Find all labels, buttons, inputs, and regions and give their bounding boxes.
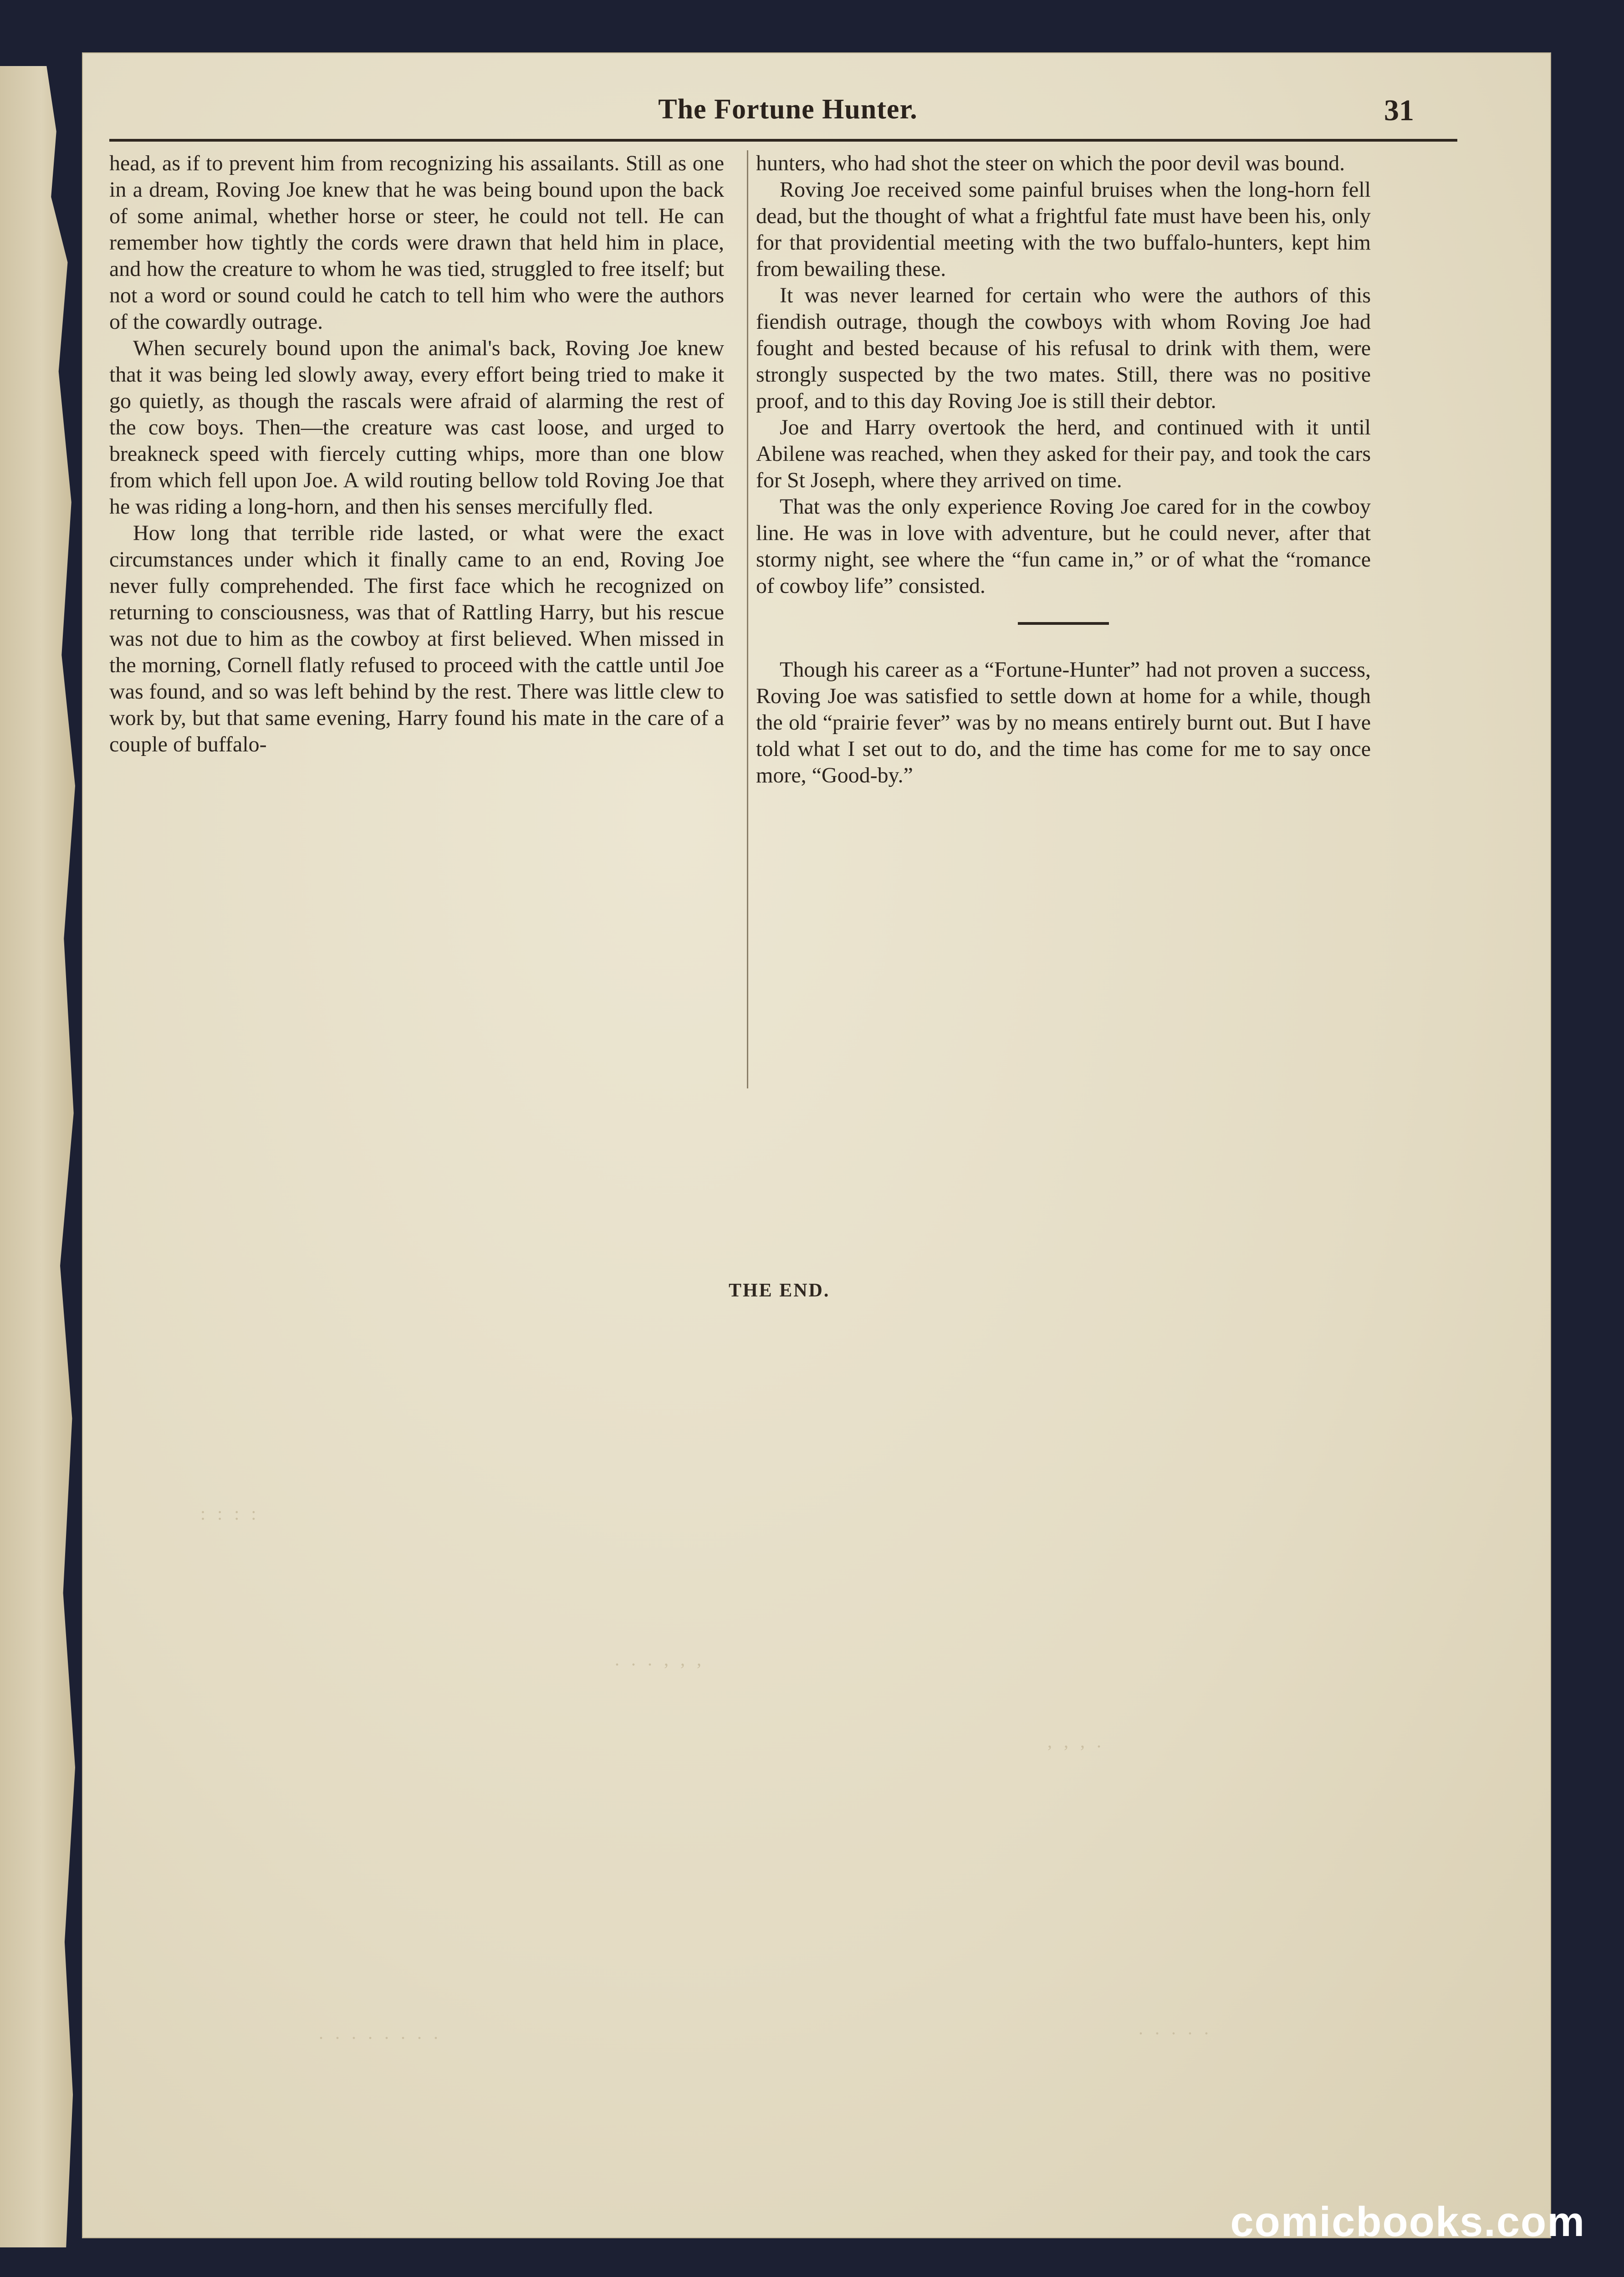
closing-paragraph: Though his career as a “Fortune-Hunter” had not proven a success, Roving Joe was satisfied to settle down at home for a while, though the old “prairie fever” was by no means entirely burnt out. But I have told what I set out to do, and the time has come for me to say once more, “Good-by.” — [756, 658, 1371, 787]
paragraph: That was the only experience Roving Joe cared for in the cowboy line. He was in love with adventure, but he could never, after that stormy night, see where the “fun came in,” or of what the “romance of cowboy life” consisted. — [756, 495, 1371, 598]
show-through-mark: . . . . . . . . — [319, 2022, 442, 2043]
paragraph: How long that terrible ride lasted, or what were the exact circumstances under which it finally came to an end, Roving Joe never fully comprehended. The first face which he recognized on returning to consciousness, was that of Rattling Harry, but his rescue was not due to him as the cowboy at first believed. When missed in the morning, Cornell flatly refused to proceed with the cattle until Joe was found, and so was left behind by the rest. There was little clew to work by, but that same evening, Harry found his mate in the care of a couple of buffalo- — [109, 521, 724, 756]
show-through-mark: : : : : — [200, 1503, 260, 1524]
paragraph: hunters, who had shot the steer on which the poor devil was bound. — [756, 151, 1345, 175]
paragraph: Roving Joe received some painful bruises when the long-horn fell dead, but the thought of what a frightful fate must have been his, only for that providential meeting with the two buffalo-hunters, kept him from bewailing these. — [756, 178, 1371, 281]
paragraph: Joe and Harry overtook the herd, and continued with it until Abilene was reached, when they asked for their pay, and took the cars for St Joseph, where they arrived on time. — [756, 415, 1371, 492]
running-title: The Fortune Hunter. — [658, 94, 918, 125]
torn-left-page-edge — [0, 66, 75, 2247]
header-rule — [109, 139, 1457, 142]
paragraph: When securely bound upon the animal's back, Roving Joe knew that it was being led slowly away, every effort being tried to make it go quietly, as though the rascals were afraid of alarming the rest of the cow boys. Then—the creature was cast loose, and urged to breakneck speed with fiercely cutting whips, more than one blow from which fell upon Joe. A wild routing bellow told Roving Joe that he was riding a long-horn, and then his senses mercifully fled. — [109, 336, 724, 519]
show-through-mark: . . . , , , — [615, 1649, 705, 1669]
paragraph: It was never learned for certain who were the authors of this fiendish outrage, though the cowboys with whom Roving Joe had fought and bested because of his refusal to drink with them, were strongly suspected by the two mates. Still, there was no positive proof, and to this day Roving Joe is still their debtor. — [756, 283, 1371, 413]
show-through-mark: , , , . — [1047, 1731, 1105, 1751]
show-through-mark: . . . . . — [1139, 2018, 1212, 2038]
right-text-column — [756, 150, 1371, 789]
watermark: comicbooks.com — [1230, 2199, 1585, 2245]
left-text-column — [109, 150, 724, 758]
section-break-rule — [1018, 622, 1109, 625]
column-divider — [747, 150, 748, 1088]
page-header — [118, 93, 1457, 134]
paragraph: head, as if to prevent him from recognizing his assailants. Still as one in a dream, Roving Joe knew that he was being bound upon the back of some animal, whether horse or steer, he could not tell. He can remember how tightly the cords were drawn that held him in place, and how the creature to whom he was tied, struggled to free itself; but not a word or sound could he catch to tell him who were the authors of the cowardly outrage. — [109, 151, 724, 334]
page-number: 31 — [1384, 94, 1414, 127]
the-end-label: THE END. — [729, 1280, 830, 1301]
